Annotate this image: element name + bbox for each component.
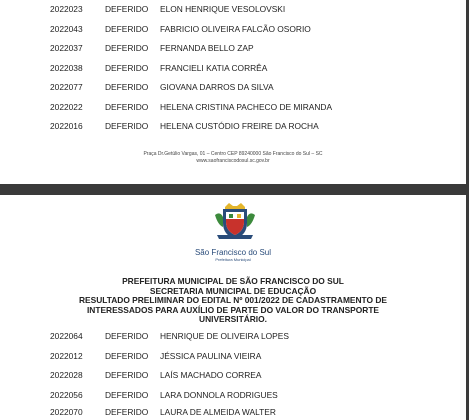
header-line: INTERESSADOS PARA AUXÍLIO DE PARTE DO VALOR DO TRANSPORTE — [86, 304, 380, 315]
applicant-name: JÉSSICA PAULINA VIEIRA — [160, 350, 262, 361]
registration-code: 2022077 — [50, 82, 83, 92]
applicant-name: HELENA CUSTÓDIO FREIRE DA ROCHA — [160, 121, 319, 131]
registration-code: 2022064 — [50, 331, 83, 341]
applicant-name: LAURA DE ALMEIDA WALTER — [160, 407, 276, 417]
status-text: DEFERIDO — [105, 4, 149, 14]
status-text: DEFERIDO — [105, 350, 149, 361]
applicant-name: FABRICIO OLIVEIRA FALCÃO OSORIO — [160, 23, 311, 34]
logo-city-name: São Francisco do Sul — [194, 248, 272, 257]
document-page-2 — [0, 195, 466, 420]
page-footer-address: Praça Dr.Getúlio Vargas, 01 – Centro CEP 89240000 São Francisco do Sul – SC — [143, 151, 323, 157]
applicant-name: ELON HENRIQUE VESOLOVSKI — [160, 4, 286, 14]
header-line: SECRETARIA MUNICIPAL DE EDUCAÇÃO — [149, 285, 317, 296]
header-line: PREFEITURA MUNICIPAL DE SÃO FRANCISCO DO SUL — [122, 276, 344, 286]
page-footer-website: www.saofranciscodosul.sc.gov.br — [196, 158, 270, 164]
status-text: DEFERIDO — [105, 121, 149, 131]
status-text: DEFERIDO — [105, 23, 149, 34]
status-text: DEFERIDO — [105, 62, 149, 73]
registration-code: 2022038 — [50, 62, 83, 73]
applicant-name: LAÍS MACHADO CORREA — [160, 370, 262, 380]
applicant-name: FERNANDA BELLO ZAP — [160, 43, 254, 53]
registration-code: 2022023 — [50, 4, 83, 14]
registration-code: 2022012 — [50, 350, 83, 361]
document-page-1 — [0, 0, 466, 184]
header-line: RESULTADO PRELIMINAR DO EDITAL Nº 001/2022 DE CADASTRAMENTO DE — [78, 295, 387, 306]
status-text: DEFERIDO — [105, 43, 149, 53]
status-text: DEFERIDO — [105, 370, 149, 380]
city-coat-of-arms-logo — [211, 201, 259, 241]
header-line: UNIVERSITÁRIO. — [199, 314, 267, 325]
logo-subtitle: Prefeitura Municipal — [215, 257, 251, 262]
registration-code: 2022028 — [50, 370, 83, 380]
registration-code: 2022037 — [50, 43, 83, 53]
applicant-name: HELENA CRISTINA PACHECO DE MIRANDA — [160, 101, 333, 112]
status-text: DEFERIDO — [105, 407, 149, 417]
registration-code: 2022056 — [50, 389, 83, 400]
status-text: DEFERIDO — [105, 331, 149, 341]
applicant-name: GIOVANA DARROS DA SILVA — [160, 82, 274, 92]
applicant-name: LARA DONNOLA RODRIGUES — [160, 389, 278, 400]
status-text: DEFERIDO — [105, 389, 149, 400]
applicant-name: FRANCIELI KATIA CORRÊA — [160, 62, 268, 73]
registration-code: 2022043 — [50, 23, 83, 34]
status-text: DEFERIDO — [105, 101, 149, 112]
registration-code: 2022016 — [50, 121, 83, 131]
registration-code: 2022022 — [50, 101, 83, 112]
status-text: DEFERIDO — [105, 82, 149, 92]
registration-code: 2022070 — [50, 407, 83, 417]
applicant-name: HENRIQUE DE OLIVEIRA LOPES — [160, 331, 289, 341]
